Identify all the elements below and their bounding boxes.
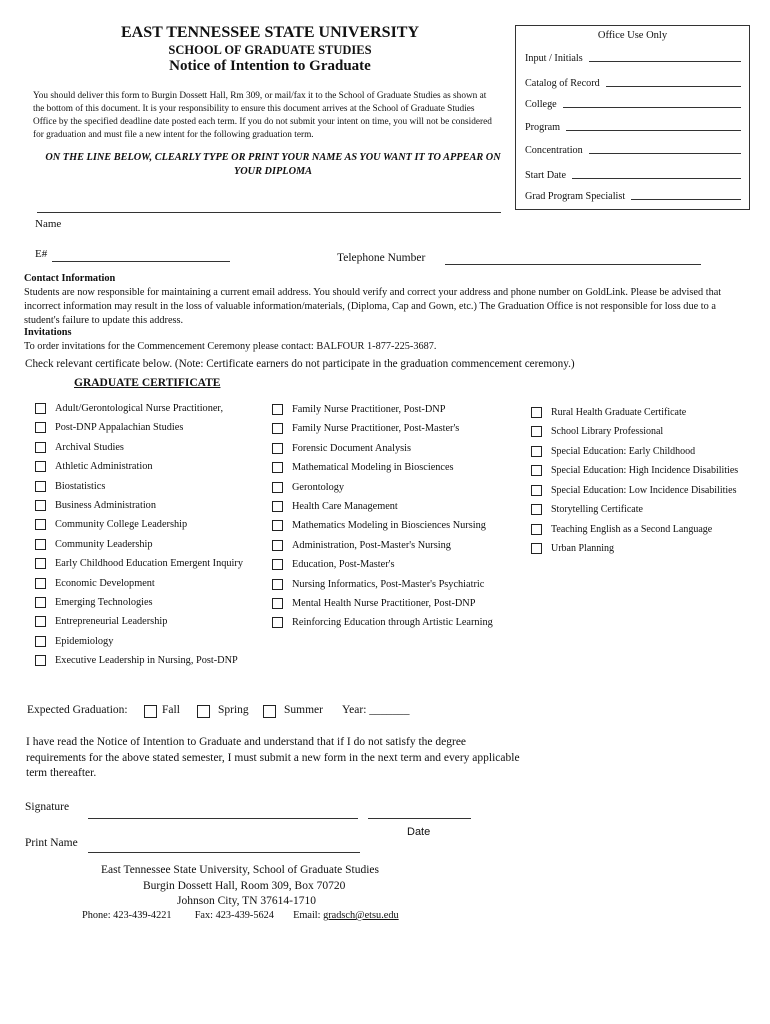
certificate-option[interactable] — [35, 636, 113, 647]
print-name-field[interactable] — [88, 852, 360, 853]
enumber-label: E# — [35, 248, 48, 260]
certificate-label: Storytelling Certificate — [551, 504, 643, 515]
office-field-line[interactable] — [606, 85, 741, 87]
date-label: Date — [407, 826, 431, 838]
certificate-option[interactable] — [272, 404, 445, 415]
diploma-instruction: ON THE LINE BELOW, CLEARLY TYPE OR PRINT YOUR NAME AS YOU WANT IT TO APPEAR ON YOUR DIPLOMA — [45, 152, 501, 177]
certificate-label: Administration, Post-Master's Nursing — [292, 540, 451, 551]
office-field-label: Program — [525, 122, 561, 133]
certificate-option[interactable] — [35, 422, 183, 433]
checkbox[interactable] — [35, 403, 46, 414]
certificate-option[interactable] — [272, 482, 344, 493]
office-field-concentration[interactable] — [525, 145, 741, 156]
checkbox[interactable] — [272, 617, 283, 628]
footer-address-line2: Burgin Dossett Hall, Room 309, Box 70720 — [143, 880, 346, 892]
office-field-catalog[interactable] — [525, 78, 741, 89]
telephone-label: Telephone Number — [337, 252, 426, 264]
footer-address-line1: East Tennessee State University, School of Graduate Studies — [101, 864, 380, 876]
contact-heading: Contact Information — [24, 273, 116, 284]
school-name: SCHOOL OF GRADUATE STUDIES — [168, 43, 372, 57]
certificate-option[interactable] — [35, 655, 238, 666]
office-field-label: Concentration — [525, 145, 583, 156]
enumber-field[interactable] — [52, 261, 230, 262]
office-field-specialist[interactable] — [525, 191, 741, 202]
certificate-label: Urban Planning — [551, 543, 615, 554]
certificate-label: Entrepreneurial Leadership — [55, 616, 168, 627]
certificate-option[interactable] — [272, 617, 493, 628]
name-field[interactable] — [37, 212, 501, 213]
certificate-option[interactable] — [531, 485, 737, 496]
certificate-option[interactable] — [272, 559, 395, 570]
certificate-option[interactable] — [35, 500, 156, 511]
certificate-option[interactable] — [531, 426, 663, 437]
checkbox[interactable] — [35, 636, 46, 647]
office-field-line[interactable] — [563, 106, 741, 108]
spring-checkbox[interactable] — [197, 705, 210, 718]
office-field-start-date[interactable] — [525, 170, 741, 181]
checkbox[interactable] — [531, 485, 542, 496]
certificate-option[interactable] — [272, 462, 454, 473]
certificate-option[interactable] — [35, 597, 153, 608]
checkbox[interactable] — [531, 465, 542, 476]
certificate-label: Nursing Informatics, Post-Master's Psychiatric — [292, 579, 485, 590]
certificate-label: Teaching English as a Second Language — [551, 524, 713, 535]
invitations-text: To order invitations for the Commencement Ceremony please contact: BALFOUR 1-877-225-3687. — [24, 341, 437, 352]
fall-checkbox[interactable] — [144, 705, 157, 718]
certificate-option[interactable] — [35, 461, 153, 472]
checkbox[interactable] — [531, 426, 542, 437]
certificate-label: Mental Health Nurse Practitioner, Post-DNP — [292, 598, 476, 609]
office-field-label: Start Date — [525, 170, 567, 181]
checkbox[interactable] — [272, 598, 283, 609]
certificate-label: Community Leadership — [55, 539, 153, 550]
checkbox[interactable] — [35, 481, 46, 492]
certificate-option[interactable] — [35, 481, 105, 492]
certificate-note: Check relevant certificate below. (Note: Certificate earners do not participate in the graduation commencement ceremony.) — [25, 358, 575, 370]
office-field-line[interactable] — [589, 152, 741, 154]
certificate-label: Economic Development — [55, 578, 155, 589]
certificate-label: Family Nurse Practitioner, Post-DNP — [292, 404, 446, 415]
certificate-label: Family Nurse Practitioner, Post-Master's — [292, 423, 460, 434]
print-name-label: Print Name — [25, 837, 78, 849]
certificate-option[interactable] — [35, 578, 155, 589]
certificate-label: Mathematics Modeling in Biosciences Nursing — [292, 520, 486, 531]
certificate-label: Business Administration — [55, 500, 156, 511]
checkbox[interactable] — [35, 558, 46, 569]
certificate-label: Epidemiology — [55, 636, 114, 647]
office-field-line[interactable] — [589, 60, 741, 62]
checkbox[interactable] — [531, 407, 542, 418]
certificate-option[interactable] — [35, 442, 124, 453]
checkbox[interactable] — [35, 616, 46, 627]
certificate-label: Emerging Technologies — [55, 597, 153, 608]
certificate-label: Archival Studies — [55, 442, 124, 453]
intro-text: You should deliver this form to Burgin Dossett Hall, Rm 309, or mail/fax it to the School of Graduate Studies as shown at the bottom of this document. It is your responsibility to ensure this document arrives at the School of Graduate Studies Office by the specified deadline date posted each term. If you do not submit your intent on time, you will not be considered for graduation and must file a new intent for the following graduation term. — [33, 91, 492, 140]
office-field-input-initials[interactable] — [525, 53, 741, 64]
certificate-option[interactable] — [35, 539, 153, 550]
office-field-label: Catalog of Record — [525, 78, 600, 89]
checkbox[interactable] — [35, 578, 46, 589]
certificate-option[interactable] — [35, 519, 187, 530]
certificate-option[interactable] — [531, 446, 695, 457]
certificate-option[interactable] — [531, 465, 738, 476]
summer-checkbox[interactable] — [263, 705, 276, 718]
office-field-line[interactable] — [566, 129, 741, 131]
certificate-option[interactable] — [272, 540, 451, 551]
certificate-option[interactable] — [35, 616, 167, 627]
certificate-label: Biostatistics — [55, 481, 106, 492]
certificate-label: Adult/Gerontological Nurse Practitioner, — [55, 403, 224, 414]
checkbox[interactable] — [272, 559, 283, 570]
certificate-option[interactable] — [531, 504, 643, 515]
contact-text: Students are now responsible for maintaining a current email address. You should verify and correct your address and phone number on GoldLink. Please be advised that incorrect information may result in the loss of valuable information/materials, (Diploma, Cap and Gown, etc.) The Graduation Office is not responsible for loss due to a student's failure to update this address. — [24, 287, 722, 326]
certificate-option[interactable] — [35, 558, 243, 569]
checkbox[interactable] — [35, 655, 46, 666]
office-field-college[interactable] — [525, 99, 741, 110]
certificate-label: School Library Professional — [551, 426, 664, 437]
certificate-label: Health Care Management — [292, 501, 398, 512]
footer-address-line3: Johnson City, TN 37614-1710 — [177, 895, 316, 907]
footer-phone: Phone: 423-439-4221 — [82, 910, 172, 921]
checkbox[interactable] — [531, 446, 542, 457]
fall-label: Fall — [162, 704, 180, 716]
office-use-box — [515, 25, 750, 210]
checkbox[interactable] — [531, 543, 542, 554]
checkbox[interactable] — [35, 597, 46, 608]
certificate-label: Rural Health Graduate Certificate — [551, 407, 687, 418]
office-field-program[interactable] — [525, 122, 741, 133]
year-field[interactable]: Year: _______ — [342, 704, 410, 716]
certificate-label: Education, Post-Master's — [292, 559, 395, 570]
certificate-label: Reinforcing Education through Artistic Learning — [292, 617, 493, 628]
checkbox[interactable] — [35, 422, 46, 433]
certificate-option[interactable] — [531, 407, 686, 418]
office-field-label: Input / Initials — [525, 53, 583, 64]
certificate-label: Special Education: Early Childhood — [551, 446, 696, 457]
spring-label: Spring — [218, 704, 249, 716]
certificate-option[interactable] — [272, 501, 398, 512]
graduate-certificate-heading: GRADUATE CERTIFICATE — [74, 377, 221, 389]
checkbox[interactable] — [35, 461, 46, 472]
certificate-label: Athletic Administration — [55, 461, 153, 472]
checkbox[interactable] — [35, 442, 46, 453]
checkbox[interactable] — [272, 443, 283, 454]
checkbox[interactable] — [272, 462, 283, 473]
certificate-label: Special Education: High Incidence Disabilities — [551, 465, 739, 476]
certificate-option[interactable] — [272, 423, 459, 434]
checkbox[interactable] — [531, 504, 542, 515]
certificate-label: Gerontology — [292, 482, 345, 493]
checkbox[interactable] — [272, 482, 283, 493]
checkbox[interactable] — [272, 423, 283, 434]
certificate-option[interactable] — [272, 443, 411, 454]
telephone-field[interactable] — [445, 264, 701, 265]
office-use-title: Office Use Only — [597, 30, 668, 41]
certificate-option[interactable] — [272, 579, 484, 590]
checkbox[interactable] — [272, 520, 283, 531]
checkbox[interactable] — [272, 540, 283, 551]
signature-field[interactable] — [88, 818, 358, 819]
acknowledgement-text: I have read the Notice of Intention to Graduate and understand that if I do not satisfy the degree requirements for the above stated semester, I must submit a new form in the next term and every applicable term thereafter. — [26, 736, 520, 779]
certificate-option[interactable] — [531, 543, 614, 554]
checkbox[interactable] — [531, 524, 542, 535]
checkbox[interactable] — [35, 539, 46, 550]
certificate-label: Mathematical Modeling in Biosciences — [292, 462, 454, 473]
certificate-label: Executive Leadership in Nursing, Post-DNP — [55, 655, 238, 666]
checkbox[interactable] — [272, 501, 283, 512]
checkbox[interactable] — [35, 500, 46, 511]
office-field-line[interactable] — [572, 177, 741, 179]
summer-label: Summer — [284, 704, 323, 716]
footer-email-label: Email: — [293, 910, 321, 921]
form-title: Notice of Intention to Graduate — [169, 58, 371, 74]
certificate-label: Post-DNP Appalachian Studies — [55, 422, 184, 433]
invitations-heading: Invitations — [24, 327, 72, 338]
checkbox[interactable] — [35, 519, 46, 530]
certificate-label: Forensic Document Analysis — [292, 443, 411, 454]
expected-graduation-label: Expected Graduation: — [27, 704, 128, 716]
footer-contact-row — [82, 910, 399, 921]
footer-email-link[interactable]: gradsch@etsu.edu — [323, 910, 399, 921]
certificate-option[interactable] — [272, 598, 475, 609]
office-field-label: Grad Program Specialist — [525, 191, 626, 202]
checkbox[interactable] — [272, 579, 283, 590]
certificate-option[interactable] — [272, 520, 486, 531]
certificate-label: Early Childhood Education Emergent Inquiry — [55, 558, 243, 569]
certificate-option[interactable] — [35, 403, 223, 414]
university-name: EAST TENNESSEE STATE UNIVERSITY — [120, 24, 420, 41]
certificate-label: Community College Leadership — [55, 519, 188, 530]
signature-label: Signature — [25, 801, 70, 813]
office-field-line[interactable] — [631, 198, 741, 200]
certificate-label: Special Education: Low Incidence Disabilities — [551, 485, 737, 496]
date-field[interactable] — [368, 818, 471, 819]
name-label: Name — [35, 218, 62, 230]
certificate-option[interactable] — [531, 524, 712, 535]
footer-fax: Fax: 423-439-5624 — [194, 910, 274, 921]
checkbox[interactable] — [272, 404, 283, 415]
office-field-label: College — [525, 99, 557, 110]
